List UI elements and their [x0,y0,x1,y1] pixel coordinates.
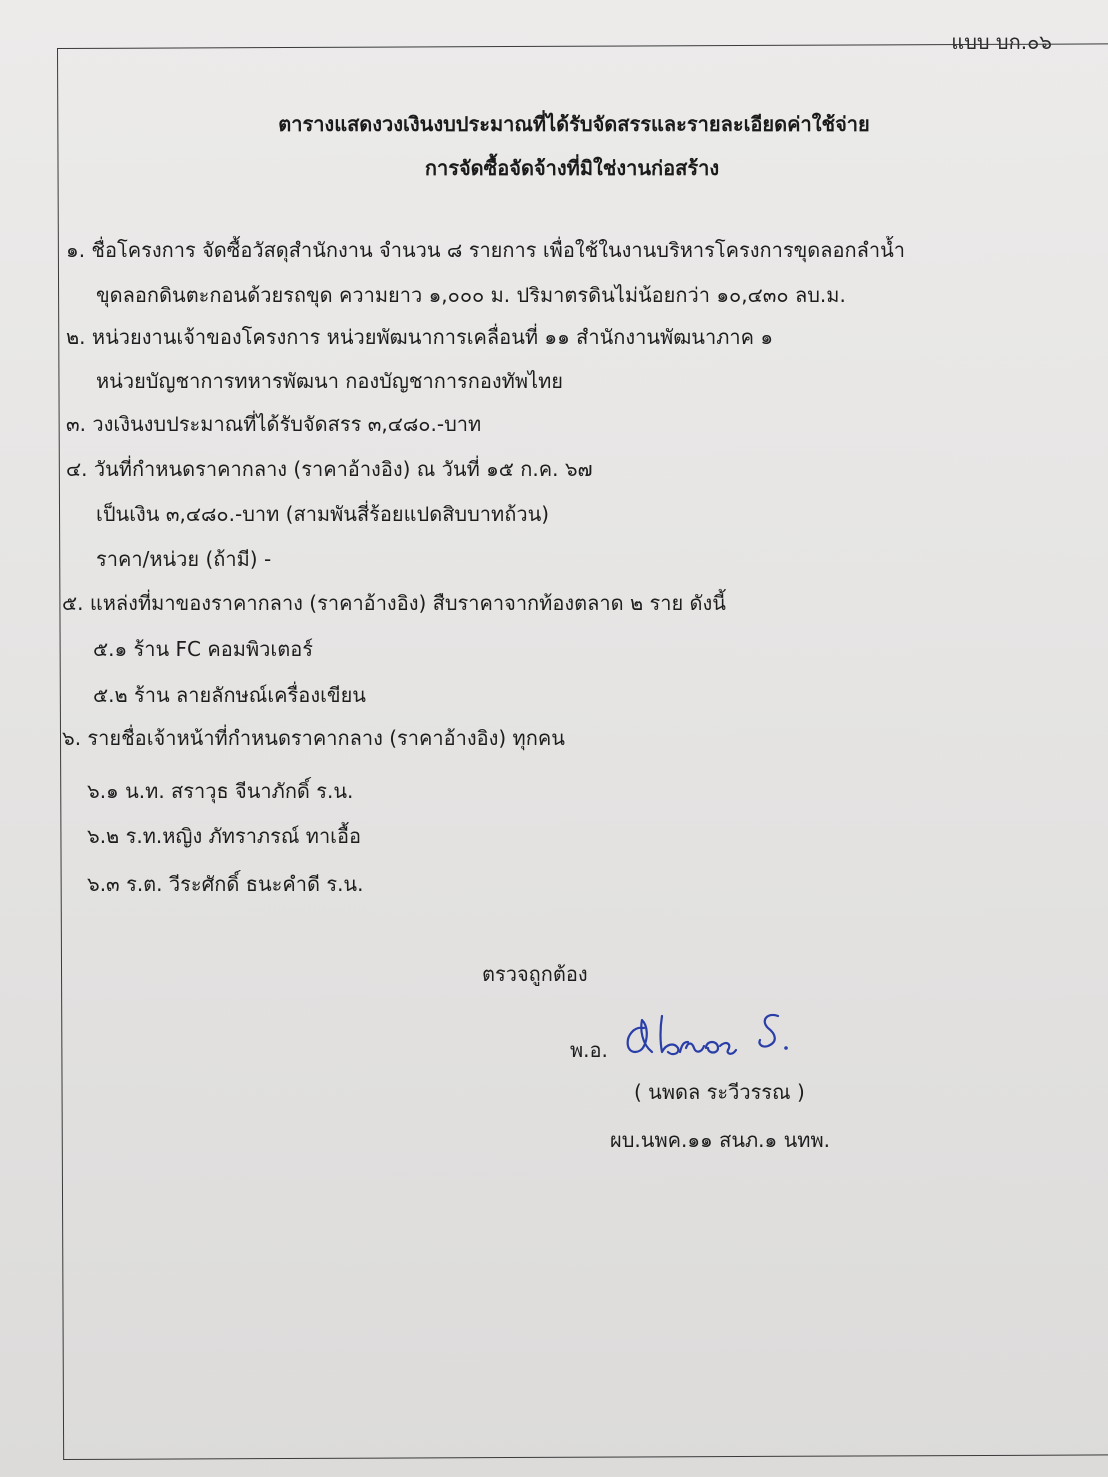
item-4-line1: ๔. วันที่กำหนดราคากลาง (ราคาอ้างอิง) ณ วันที่ ๑๕ ก.ค. ๖๗ [66,457,593,481]
signer-position: ผบ.นพค.๑๑ สนภ.๑ นทพ. [610,1128,830,1152]
document-title-line2: การจัดซื้อจัดจ้างที่มิใช่งานก่อสร้าง [424,156,720,180]
item-3: ๓. วงเงินงบประมาณที่ได้รับจัดสรร ๓,๔๘๐.-บาท [66,412,482,436]
item-2-line1: ๒. หน่วยงานเจ้าของโครงการ หน่วยพัฒนาการเคลื่อนที่ ๑๑ สำนักงานพัฒนาภาค ๑ [66,325,774,349]
verified-label: ตรวจถูกต้อง [482,962,588,986]
handwritten-signature [622,1008,802,1072]
item-6: ๖. รายชื่อเจ้าหน้าที่กำหนดราคากลาง (ราคาอ้างอิง) ทุกคน [62,726,565,750]
item-1-line2: ขุดลอกดินตะกอนด้วยรถขุด ความยาว ๑,๐๐๐ ม. ปริมาตรดินไม่น้อยกว่า ๑๐,๔๓๐ ลบ.ม. [96,283,846,307]
item-6-2: ๖.๒ ร.ท.หญิง ภัทราภรณ์ ทาเอื้อ [87,824,362,848]
item-6-1: ๖.๑ น.ท. สราวุธ จีนาภักดิ์ ร.น. [87,779,354,803]
item-5: ๕. แหล่งที่มาของราคากลาง (ราคาอ้างอิง) สืบราคาจากท้องตลาด ๒ ราย ดังนี้ [62,591,726,615]
item-2-line2: หน่วยบัญชาการทหารพัฒนา กองบัญชาการกองทัพไทย [96,369,564,393]
item-5-2: ๕.๒ ร้าน ลายลักษณ์เครื่องเขียน [93,683,366,707]
item-6-3: ๖.๓ ร.ต. วีระศักดิ์ ธนะคำดี ร.น. [87,872,364,896]
signer-name: ( นพดล ระวีวรรณ ) [634,1080,805,1104]
item-5-1: ๕.๑ ร้าน FC คอมพิวเตอร์ [93,637,313,661]
form-code: แบบ บก.๐๖ [951,30,1052,54]
item-4-line2: เป็นเงิน ๓,๔๘๐.-บาท (สามพันสี่ร้อยแปดสิบบาทถ้วน) [96,502,550,526]
document-title-line1: ตารางแสดงวงเงินงบประมาณที่ได้รับจัดสรรและรายละเอียดค่าใช้จ่าย [278,112,870,136]
item-4-line3: ราคา/หน่วย (ถ้ามี) - [96,547,272,571]
signer-rank: พ.อ. [570,1038,608,1062]
item-1-line1: ๑. ชื่อโครงการ จัดซื้อวัสดุสำนักงาน จำนวน ๘ รายการ เพื่อใช้ในงานบริหารโครงการขุดลอกลำน้ำ [66,238,906,262]
